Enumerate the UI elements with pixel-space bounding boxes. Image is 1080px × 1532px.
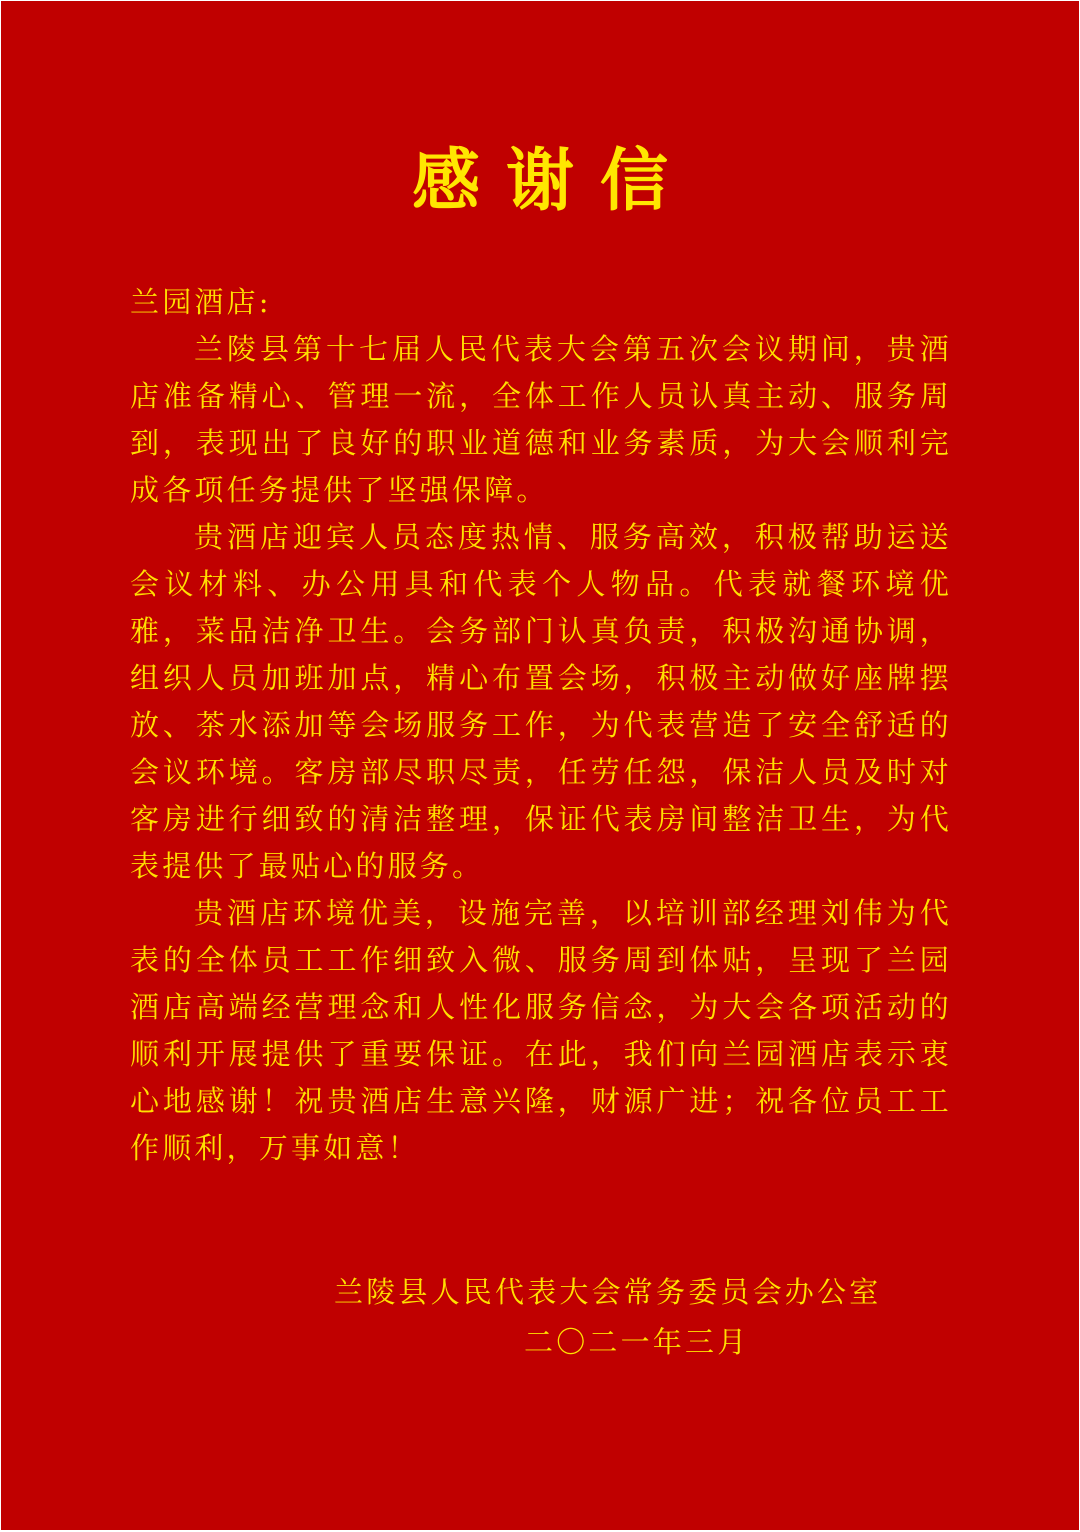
letter-signature bbox=[334, 1267, 894, 1367]
signature-organization: 兰陵县人民代表大会常务委员会办公室 bbox=[334, 1275, 882, 1309]
signature-date: 二〇二一年三月 bbox=[524, 1325, 750, 1359]
letter-title: 感谢信 bbox=[411, 141, 694, 221]
letter-page bbox=[1, 1, 1079, 1530]
letter-paragraph-3: 贵酒店环境优美，设施完善，以培训部经理刘伟为代表的全体员工工作细致入微、服务周到体贴，呈现了兰园酒店高端经营理念和人性化服务信念，为大会各项活动的顺利开展提供了重要保证。在此，我们向兰园酒店表示衷心地感谢！祝贵酒店生意兴隆，财源广进；祝各位员工工作顺利，万事如意！ bbox=[130, 896, 952, 1165]
letter-paragraph-2: 贵酒店迎宾人员态度热情、服务高效，积极帮助运送会议材料、办公用具和代表个人物品。代表就餐环境优雅，菜品洁净卫生。会务部门认真负责，积极沟通协调，组织人员加班加点，精心布置会场，积极主动做好座牌摆放、茶水添加等会场服务工作，为代表营造了安全舒适的会议环境。客房部尽职尽责，任劳任怨，保洁人员及时对客房进行细致的清洁整理，保证代表房间整洁卫生，为代表提供了最贴心的服务。 bbox=[130, 520, 952, 883]
letter-salutation: 兰园酒店: bbox=[130, 285, 272, 319]
letter-body bbox=[130, 279, 952, 1172]
letter-paragraph-1: 兰陵县第十七届人民代表大会第五次会议期间，贵酒店准备精心、管理一流，全体工作人员认真主动、服务周到，表现出了良好的职业道德和业务素质，为大会顺利完成各项任务提供了坚强保障。 bbox=[130, 332, 952, 507]
